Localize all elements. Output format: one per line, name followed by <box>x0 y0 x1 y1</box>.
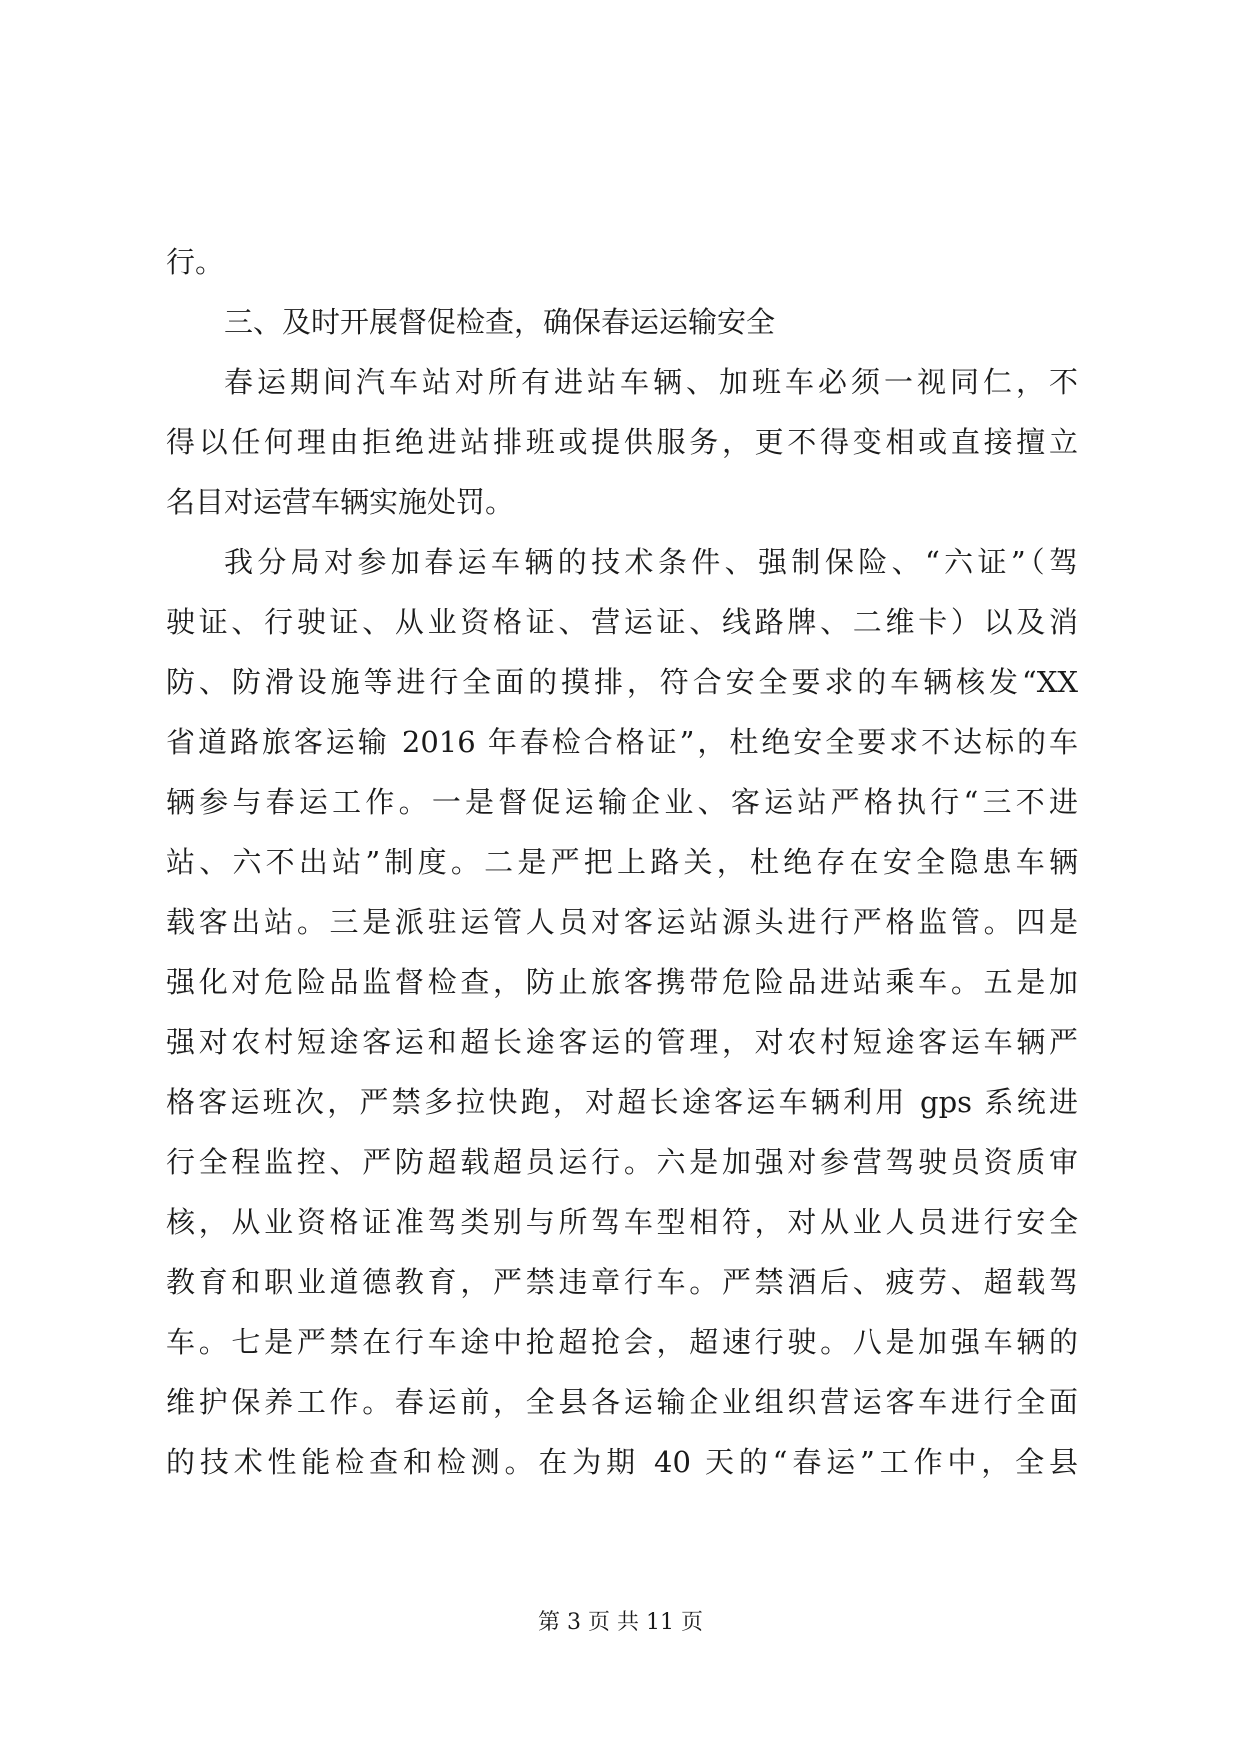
text-line: 行全程监控、严防超载超员运行。六是加强对参营驾驶员资质审 <box>166 1145 1078 1179</box>
text-line: 强对农村短途客运和超长途客运的管理，对农村短途客运车辆严 <box>166 1025 1078 1059</box>
page-number: 第 3 页 共 11 页 <box>538 1610 703 1635</box>
document-body <box>166 232 1078 1492</box>
page-footer <box>0 1608 1241 1638</box>
text-line: 车。七是严禁在行车途中抢超抢会，超速行驶。八是加强车辆的 <box>166 1325 1078 1359</box>
text-line: 载客出站。三是派驻运管人员对客运站源头进行严格监管。四是 <box>166 905 1078 939</box>
text-line: 核，从业资格证准驾类别与所驾车型相符，对从业人员进行安全 <box>166 1205 1078 1239</box>
text-line: 防、防滑设施等进行全面的摸排，符合安全要求的车辆核发“XX <box>166 665 1078 699</box>
text-line: 春运期间汽车站对所有进站车辆、加班车必须一视同仁，不 <box>224 365 1078 399</box>
section-heading: 三、及时开展督促检查，确保春运运输安全 <box>224 305 776 339</box>
text-line: 的技术性能检查和检测。在为期 40 天的“春运”工作中，全县 <box>166 1445 1078 1479</box>
text-line: 维护保养工作。春运前，全县各运输企业组织营运客车进行全面 <box>166 1385 1078 1419</box>
text-line: 格客运班次，严禁多拉快跑，对超长途客运车辆利用 gps 系统进 <box>166 1085 1078 1119</box>
text-line: 省道路旅客运输 2016 年春检合格证”，杜绝安全要求不达标的车 <box>166 725 1078 759</box>
text-line: 得以任何理由拒绝进站排班或提供服务，更不得变相或直接擅立 <box>166 425 1078 459</box>
text-line: 我分局对参加春运车辆的技术条件、强制保险、“六证”（驾 <box>224 545 1078 579</box>
text-line: 行。 <box>166 245 225 279</box>
text-line: 名目对运营车辆实施处罚。 <box>166 485 515 519</box>
text-line: 站、六不出站”制度。二是严把上路关，杜绝存在安全隐患车辆 <box>166 845 1078 879</box>
text-line: 强化对危险品监督检查，防止旅客携带危险品进站乘车。五是加 <box>166 965 1078 999</box>
text-line: 驶证、行驶证、从业资格证、营运证、线路牌、二维卡）以及消 <box>166 605 1078 639</box>
text-line: 教育和职业道德教育，严禁违章行车。严禁酒后、疲劳、超载驾 <box>166 1265 1078 1299</box>
text-line: 辆参与春运工作。一是督促运输企业、客运站严格执行“三不进 <box>166 785 1078 819</box>
